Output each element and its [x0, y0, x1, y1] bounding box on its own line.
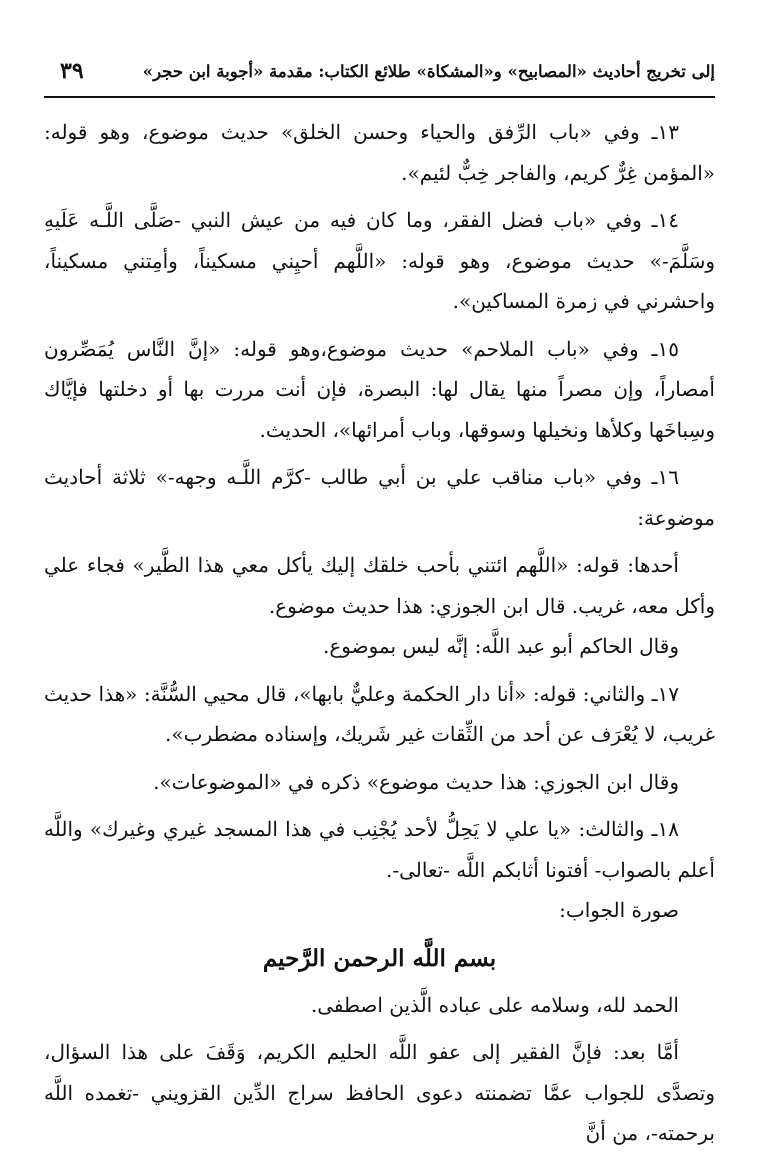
paragraph-16-first-hadith: أحدها: قوله: «اللَّهم ائتني بأحب خلقك إليك يأكل معي هذا الطَّير» فجاء علي وأكل معه، غريب. قال ابن الجوزي: هذا حديث موضوع.	[44, 553, 715, 618]
answer-label: صورة الجواب:	[559, 898, 679, 922]
running-header	[44, 58, 715, 94]
paragraph-amma-bad: أمَّا بعد: فإنَّ الفقير إلى عفو اللَّه الحليم الكريم، وَقَفَ على هذا السؤال، وتصدَّى للجواب عمَّا تضمنته دعوى الحافظ سراج الدِّين القزويني -تغمده اللَّه برحمته-، من أنَّ	[44, 1040, 715, 1145]
header-rule	[44, 96, 715, 98]
paragraph-18: ١٨ـ والثالث: «يا علي لا يَحِلُّ لأحد يُجْنِب في هذا المسجد غيري وغيرك» واللَّه أعلم بالصواب- أفتونا أثابكم اللَّه -تعالى-.	[44, 817, 715, 882]
paragraph-16-hakim-note: وقال الحاكم أبو عبد اللَّه: إنَّه ليس بموضوع.	[322, 634, 679, 658]
paragraph-14: ١٤ـ وفي «باب فضل الفقر، وما كان فيه من عيش النبي -صَلَّى اللَّـه عَلَيهِ وسَلَّمَ-» حديث موضوع، وهو قوله: «اللَّهم أحيِني مسكيناً، وأمِتني مسكيناً، واحشرني في زمرة المساكين».	[44, 208, 715, 313]
body-text	[44, 112, 715, 1154]
paragraph-13: ١٣ـ وفي «باب الرِّفق والحياء وحسن الخلق» حديث موضوع، وهو قوله: «المؤمن غِرٌّ كريم، والفاجر خِبٌّ لئيم».	[44, 120, 715, 185]
paragraph-17: ١٧ـ والثاني: قوله: «أنا دار الحكمة وعليٌّ بابها»، قال محيي السُّنَّة: «هذا حديث غريب، لا يُعْرَف عن أحد من الثِّقات غير شَريك، وإسناده مضطرب».	[44, 681, 715, 746]
paragraph-15: ١٥ـ وفي «باب الملاحم» حديث موضوع،وهو قوله: «إنَّ النَّاس يُمَصِّرون أمصاراً، وإن مصراً منها يقال لها: البصرة، فإن أنت مررت بها أو دخلتها فإيَّاك وسِباخَها وكلأها ونخيلها وسوقها، وباب أمرائها»، الحديث.	[44, 336, 715, 442]
paragraph-hamd: الحمد لله، وسلامه على عباده الَّذين اصطفى.	[310, 992, 679, 1017]
paragraph-17-jawzi-note: وقال ابن الجوزي: هذا حديث موضوع» ذكره في «الموضوعات».	[153, 769, 679, 794]
basmala-heading: بسم اللَّه الرحمن الرَّحيم	[262, 944, 497, 972]
paragraph-16: ١٦ـ وفي «باب مناقب علي بن أبي طالب -كرَّم اللَّـه وجهه-» ثلاثة أحاديث موضوعة:	[44, 465, 715, 530]
running-title: إلى تخريج أحاديث «المصابيح» و«المشكاة» طلائع الكتاب: مقدمة «أجوبة ابن حجر»	[142, 62, 715, 81]
page-number: ٣٩	[60, 58, 84, 84]
